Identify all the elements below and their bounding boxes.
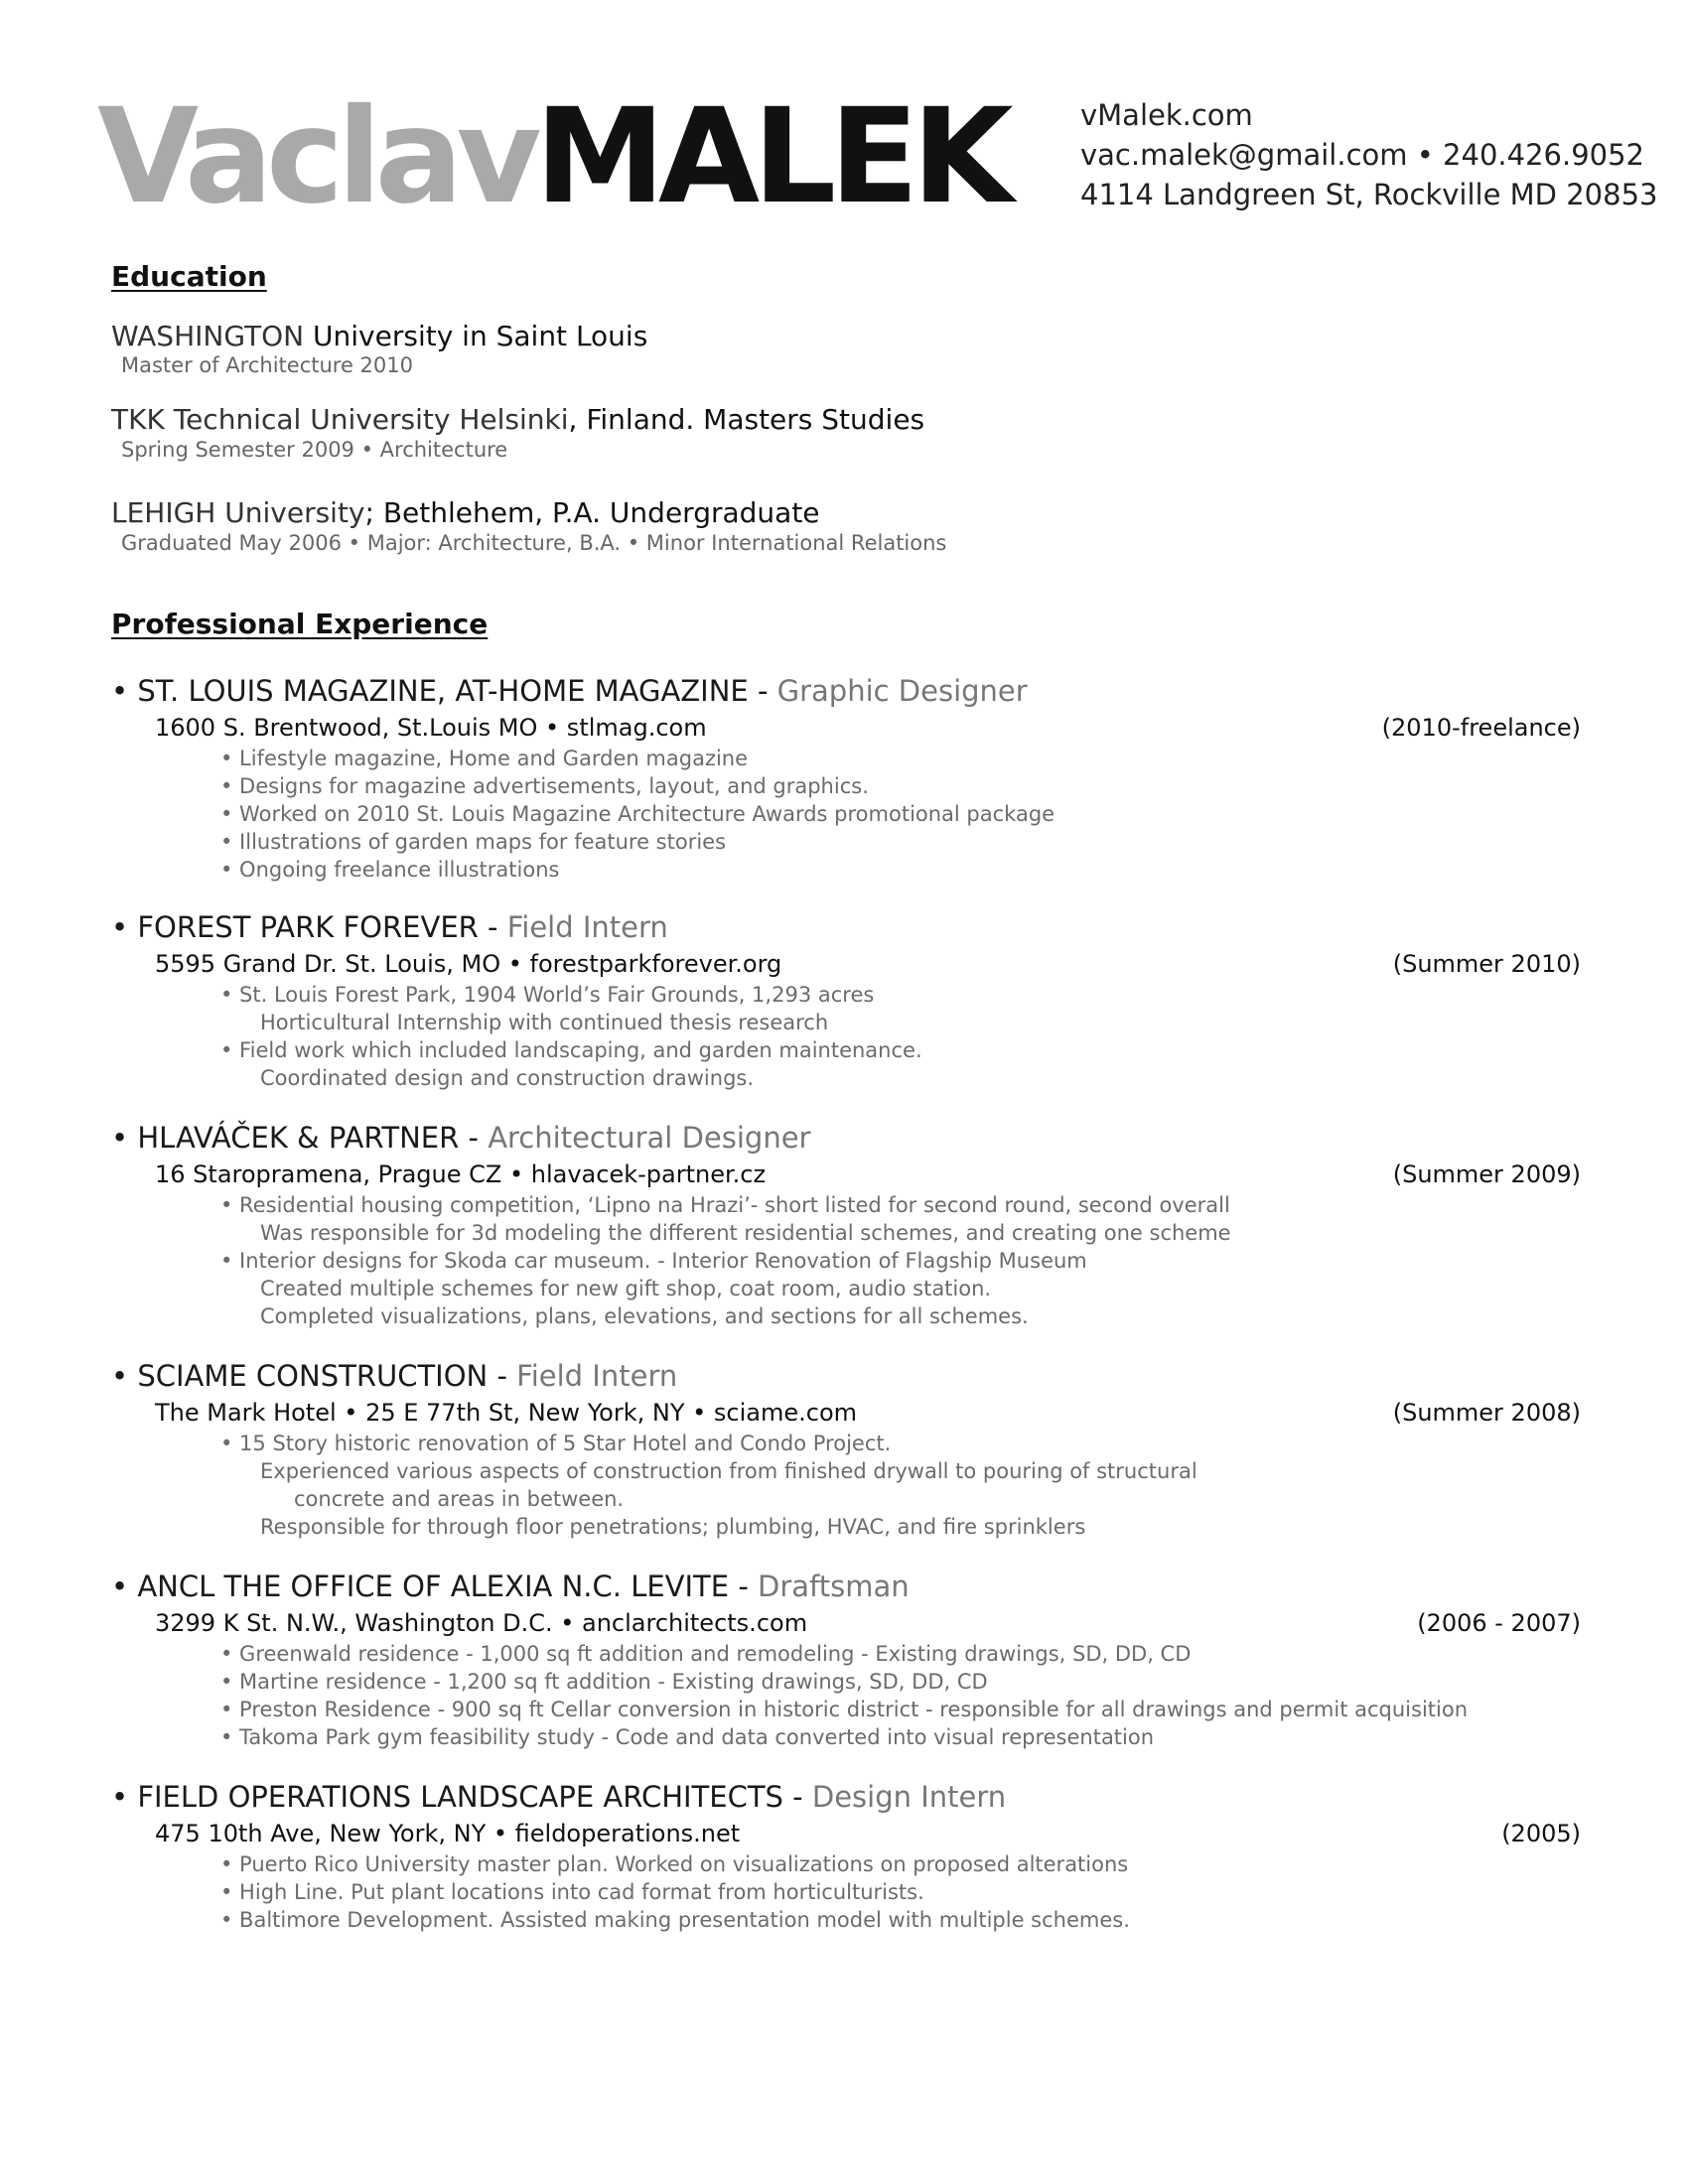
edu-school-2 <box>111 403 924 436</box>
job-details <box>220 1191 1581 1330</box>
edu-school-2-b: , Finland. Masters Studies <box>568 403 925 436</box>
edu-school-2-a: TKK Technical University Helsinki <box>111 403 569 436</box>
education-heading: Education <box>111 260 267 293</box>
job-location-text: 3299 K St. N.W., Washington D.C. • anclarchitects.com <box>155 1609 808 1637</box>
job-line: • Martine residence - 1,200 sq ft addition - Existing drawings, SD, DD, CD <box>220 1670 988 1694</box>
job-title <box>111 1567 1581 1606</box>
last-name: MALEK <box>534 80 1007 233</box>
job-details <box>220 981 1581 1092</box>
job-line: Experienced various aspects of construction from finished drywall to pouring of structural <box>260 1459 1197 1483</box>
job-role: Field Intern <box>506 910 668 944</box>
job-location-text: 1600 S. Brentwood, St.Louis MO • stlmag.com <box>155 714 707 742</box>
job-line: • St. Louis Forest Park, 1904 World’s Fair Grounds, 1,293 acres <box>220 983 875 1007</box>
job-line: • Field work which included landscaping, and garden maintenance. <box>220 1038 922 1062</box>
job-company: • SCIAME CONSTRUCTION - <box>111 1359 517 1393</box>
edu-detail-1: Master of Architecture 2010 <box>121 353 413 377</box>
edu-school-1-a: WASHINGTON <box>111 320 314 352</box>
job-title <box>111 1356 1581 1396</box>
job-role: Architectural Designer <box>488 1121 811 1155</box>
job-date: (2005) <box>1501 1820 1581 1847</box>
job-line: Coordinated design and construction drawings. <box>260 1066 755 1090</box>
job-line: concrete and areas in between. <box>294 1487 625 1511</box>
job-company: • FIELD OPERATIONS LANDSCAPE ARCHITECTS - <box>111 1780 812 1814</box>
edu-detail-2: Spring Semester 2009 • Architecture <box>121 438 508 462</box>
edu-school-1-b: University in Saint Louis <box>313 320 648 352</box>
address: 4114 Landgreen St, Rockville MD 20853 <box>1080 178 1658 211</box>
job-entry <box>111 907 1581 1092</box>
job-line: • Lifestyle magazine, Home and Garden magazine <box>220 747 749 770</box>
job-date: (Summer 2009) <box>1392 1160 1581 1188</box>
job-line: • 15 Story historic renovation of 5 Star Hotel and Condo Project. <box>220 1432 892 1455</box>
job-location-text: 5595 Grand Dr. St. Louis, MO • forestparkforever.org <box>155 950 782 978</box>
job-line: • Residential housing competition, ‘Lipno na Hrazi’- short listed for second round, second overall <box>220 1193 1230 1217</box>
job-role: Field Intern <box>516 1359 678 1393</box>
job-date: (Summer 2010) <box>1392 950 1581 978</box>
job-location <box>155 1817 1581 1850</box>
job-entry <box>111 1567 1581 1751</box>
contact-block <box>1080 95 1657 214</box>
job-line: Horticultural Internship with continued thesis research <box>260 1011 829 1034</box>
job-line: • Ongoing freelance illustrations <box>220 858 560 882</box>
resume-name <box>97 77 1007 236</box>
website[interactable]: vMalek.com <box>1080 98 1253 132</box>
job-title <box>111 907 1581 947</box>
job-line: • Designs for magazine advertisements, layout, and graphics. <box>220 774 869 798</box>
job-location-text: 475 10th Ave, New York, NY • fieldoperations.net <box>155 1820 741 1847</box>
job-location-text: The Mark Hotel • 25 E 77th St, New York, NY • sciame.com <box>155 1399 858 1427</box>
job-line: Was responsible for 3d modeling the different residential schemes, and creating one scheme <box>260 1221 1231 1245</box>
job-role: Design Intern <box>811 1780 1007 1814</box>
job-company: • ANCL THE OFFICE OF ALEXIA N.C. LEVITE - <box>111 1570 758 1603</box>
job-location <box>155 1606 1581 1640</box>
job-entry <box>111 1777 1581 1934</box>
job-line: • Worked on 2010 St. Louis Magazine Architecture Awards promotional package <box>220 802 1055 826</box>
edu-school-3-a: LEHIGH University <box>111 496 365 529</box>
edu-school-3 <box>111 496 820 529</box>
edu-school-1 <box>111 320 647 352</box>
job-details <box>220 1430 1581 1541</box>
job-role: Draftsman <box>758 1570 910 1603</box>
job-company: • ST. LOUIS MAGAZINE, AT-HOME MAGAZINE - <box>111 674 777 708</box>
experience-heading: Professional Experience <box>111 608 489 640</box>
job-line: • Takoma Park gym feasibility study - Code and data converted into visual representation <box>220 1725 1155 1749</box>
job-company: • FOREST PARK FOREVER - <box>111 910 507 944</box>
job-details <box>220 1850 1581 1934</box>
job-line: • Greenwald residence - 1,000 sq ft addition and remodeling - Existing drawings, SD, DD, CD <box>220 1642 1192 1666</box>
first-name: Vaclav <box>97 80 535 233</box>
edu-detail-3: Graduated May 2006 • Major: Architecture, B.A. • Minor International Relations <box>121 531 947 555</box>
job-title <box>111 1118 1581 1158</box>
job-location <box>155 1396 1581 1430</box>
job-role: Graphic Designer <box>776 674 1028 708</box>
email-phone[interactable]: vac.malek@gmail.com • 240.426.9052 <box>1080 138 1644 172</box>
job-date: (Summer 2008) <box>1392 1399 1581 1427</box>
job-location-text: 16 Staropramena, Prague CZ • hlavacek-partner.cz <box>155 1160 767 1188</box>
job-location <box>155 947 1581 981</box>
job-line: • Preston Residence - 900 sq ft Cellar conversion in historic district - responsible for all drawings and permit acquisition <box>220 1698 1469 1721</box>
job-line: • High Line. Put plant locations into cad format from horticulturists. <box>220 1880 924 1904</box>
job-entry <box>111 1118 1581 1330</box>
job-entry <box>111 671 1581 884</box>
job-company: • HLAVÁČEK & PARTNER - <box>111 1121 489 1155</box>
job-date: (2006 - 2007) <box>1417 1609 1581 1637</box>
job-line: Responsible for through floor penetrations; plumbing, HVAC, and fire sprinklers <box>260 1515 1086 1539</box>
job-line: Completed visualizations, plans, elevations, and sections for all schemes. <box>260 1304 1029 1328</box>
job-line: • Baltimore Development. Assisted making presentation model with multiple schemes. <box>220 1908 1130 1932</box>
job-details <box>220 1640 1581 1751</box>
job-line: • Illustrations of garden maps for feature stories <box>220 830 727 854</box>
job-date: (2010-freelance) <box>1381 714 1581 742</box>
job-details <box>220 745 1581 884</box>
job-location <box>155 711 1581 745</box>
job-line: Created multiple schemes for new gift shop, coat room, audio station. <box>260 1277 992 1300</box>
job-line: • Puerto Rico University master plan. Worked on visualizations on proposed alterations <box>220 1852 1129 1876</box>
job-entry <box>111 1356 1581 1541</box>
job-line: • Interior designs for Skoda car museum. - Interior Renovation of Flagship Museum <box>220 1249 1087 1273</box>
job-title <box>111 1777 1581 1817</box>
edu-school-3-b: ; Bethlehem, P.A. Undergraduate <box>364 496 820 529</box>
job-location <box>155 1158 1581 1191</box>
job-title <box>111 671 1581 711</box>
